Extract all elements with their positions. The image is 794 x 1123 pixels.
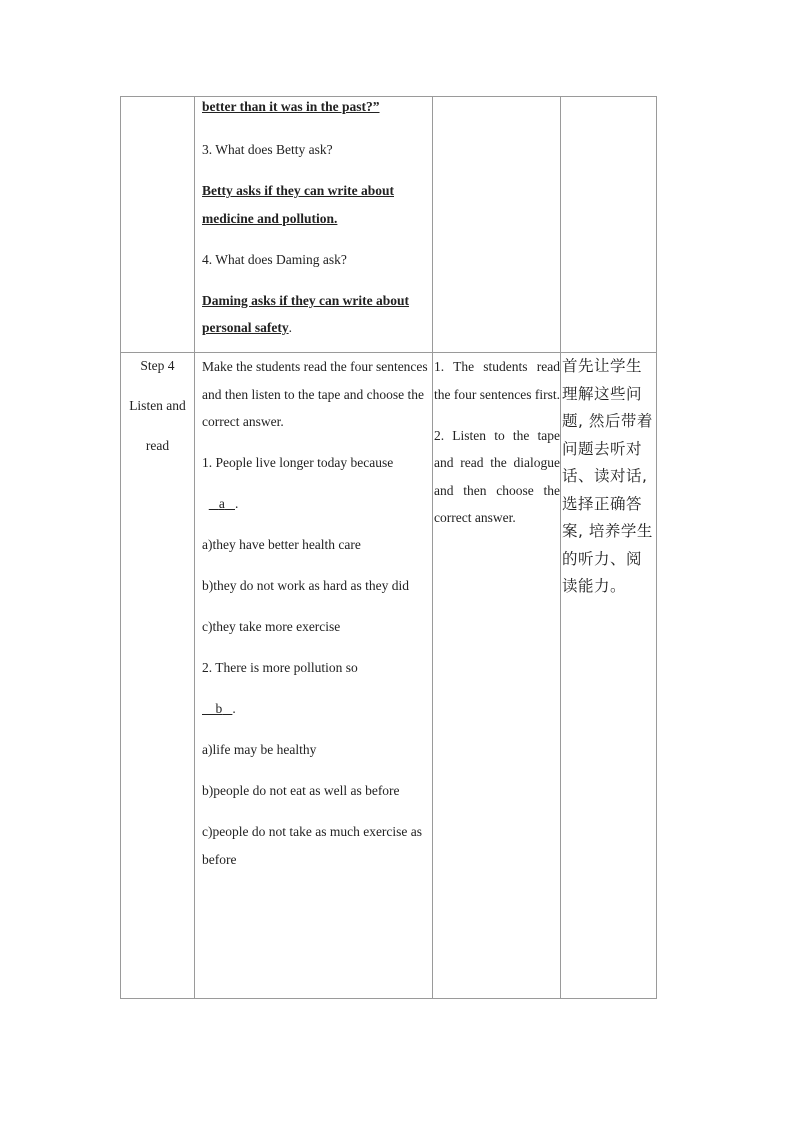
purpose-cell (561, 353, 657, 999)
teacher-activity-cell (195, 353, 433, 999)
step-number: Step 4 (140, 358, 175, 373)
answer-line: Betty asks if they can write about medicine and pollution. (202, 183, 394, 226)
option-text: c)people do not take as much exercise as before (202, 824, 423, 867)
answer-blank: b (215, 701, 223, 716)
student-activity-cell (433, 353, 561, 999)
step-name: read (145, 438, 170, 453)
student-activity-cell-empty (433, 97, 561, 353)
student-step: 1. The students read the four sentences first. (434, 359, 560, 402)
instruction-text: Make the students read the four sentences and then listen to the tape and choose the correct answer. (202, 359, 428, 429)
step-cell-empty (121, 97, 195, 353)
step-name: Listen and (129, 398, 186, 413)
question-line: 3. What does Betty ask? (202, 142, 333, 157)
student-step: 2. Listen to the tape and read the dialogue and then choose the correct answer. (434, 427, 560, 525)
option-text: a)life may be healthy (202, 742, 317, 757)
question-stem: 1. People live longer today because (202, 455, 394, 470)
question-line: 4. What does Daming ask? (202, 251, 347, 267)
option-text: a)they have better health care (202, 537, 361, 552)
lesson-plan-table (120, 96, 657, 999)
answer-period: . (288, 320, 292, 335)
option-text: c)they take more exercise (202, 619, 341, 634)
step-cell (121, 353, 195, 999)
question-stem: 2. There is more pollution so (202, 660, 358, 675)
option-text: b)they do not work as hard as they did (202, 578, 409, 593)
purpose-cell-empty (561, 97, 657, 353)
answer-line: better than it was in the past?” (202, 99, 380, 114)
purpose-text: 首先让学生理解这些问题, 然后带着问题去听对话、读对话, 选择正确答案, 培养学生的听力、阅读能力。 (562, 357, 653, 595)
answer-blank-line: a . (202, 490, 432, 518)
answer-blank-line: b . (202, 695, 432, 723)
answer-line: Daming asks if they can write about personal safety (202, 292, 410, 335)
answer-blank: a (218, 496, 225, 511)
table-row (121, 97, 657, 353)
option-text: b)people do not eat as well as before (202, 783, 400, 798)
table-row (121, 353, 657, 999)
teacher-activity-cell (195, 97, 433, 353)
